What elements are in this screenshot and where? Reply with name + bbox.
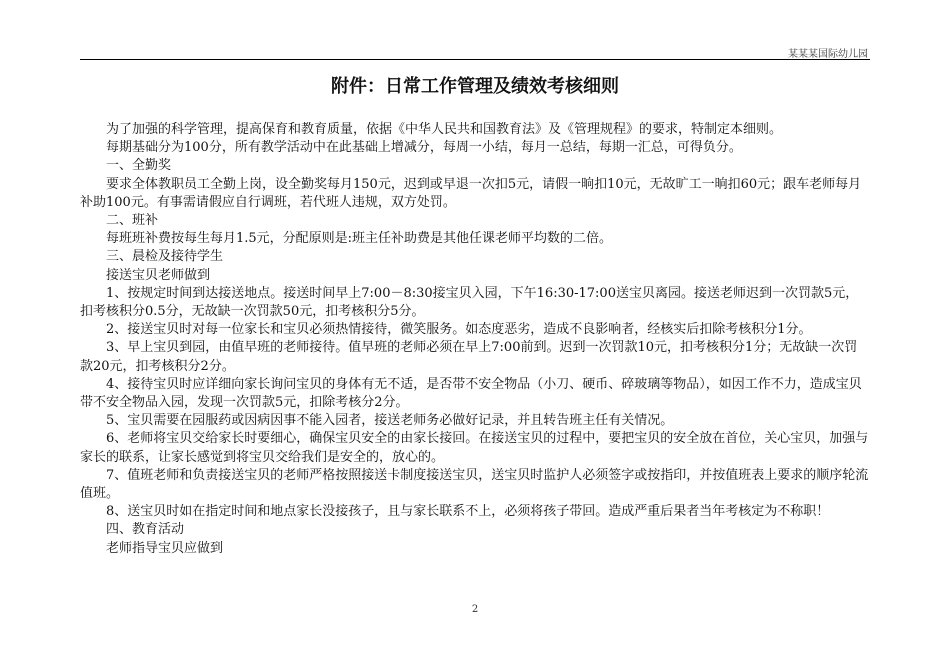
paragraph-basic-score: 每期基础分为100分，所有教学活动中在此基础上增减分，每周一小结，每月一总结，每期一汇总，可得负分。 [106,140,742,156]
page-number: 2 [471,604,479,615]
section-heading-education: 四、教育活动 [106,522,185,538]
section-heading-morning-check: 三、晨检及接待学生 [106,249,224,265]
rule-item-3: 3、早上宝贝到园，由值早班的老师接待。值早班的老师必须在早上7:00前到。迟到一次罚款10元，扣考核积分1分；无故缺一次罚款20元，扣考核积分2分。 [80,340,858,374]
rule-item-6: 6、老师将宝贝交给家长时要细心，确保宝贝安全的由家长接回。在接送宝贝的过程中，要把宝贝的安全放在首位，关心宝贝，加强与家长的联系，让家长感觉到将宝贝交给我们是安全的，放心的。 [80,431,869,465]
paragraph-subheading-guidance: 老师指导宝贝应做到 [106,540,224,556]
paragraph-attendance: 要求全体教职员工全勤上岗，设全勤奖每月150元，迟到或早退一次扣5元，请假一晌扣10元，无故旷工一晌扣60元；跟车老师每月补助100元。有事需请假应自行调班，若代班人违规，双方处罚。 [80,176,862,210]
rule-item-7: 7、值班老师和负责接送宝贝的老师严格按照接送卡制度接送宝贝，送宝贝时监护人必须签字或按指印，并按值班表上要求的顺序轮流值班。 [80,467,869,502]
rule-item-1: 1、按规定时间到达接送地点。接送时间早上7:00－8:30接宝贝入园，下午16:30-17:00送宝贝离园。接送老师迟到一次罚款5元，扣考核积分0.5分，无故缺一次罚款50元，扣考核积分5分。 [80,285,859,320]
rule-item-4: 4、接待宝贝时应详细向家长询问宝贝的身体有无不适，是否带不安全物品（小刀、硬币、碎玻璃等物品），如因工作不力，造成宝贝带不安全物品入园，发现一次罚款5元，扣除考核分2分。 [80,376,862,411]
header-org-name: 某某某国际幼儿园 [788,49,868,60]
header-divider [80,59,870,60]
document-title: 附件：日常工作管理及绩效考核细则 [331,76,619,97]
section-heading-attendance: 一、全勤奖 [106,158,172,174]
paragraph-class-subsidy: 每班班补费按每生每月1.5元，分配原则是:班主任补助费是其他任课老师平均数的二倍。 [106,231,613,247]
rule-item-2: 2、接送宝贝时对每一位家长和宝贝必须热情接待，微笑服务。如态度恶劣，造成不良影响者，经核实后扣除考核积分1分。 [106,322,812,338]
paragraph-subheading-pickup: 接送宝贝老师做到 [106,267,211,283]
rule-item-8: 8、送宝贝时如在指定时间和地点家长没接孩子，且与家长联系不上，必须将孩子带回。造成严重后果者当年考核定为不称职！ [106,504,830,520]
document-body [80,121,870,558]
paragraph-intro: 为了加强的科学管理，提高保育和教育质量，依据《中华人民共和国教育法》及《管理规程》的要求，特制定本细则。 [106,122,783,137]
section-heading-class-subsidy: 二、班补 [106,213,159,229]
rule-item-5: 5、宝贝需要在园服药或因病因事不能入园者，接送老师务必做好记录，并且转告班主任有关情况。 [106,413,674,429]
